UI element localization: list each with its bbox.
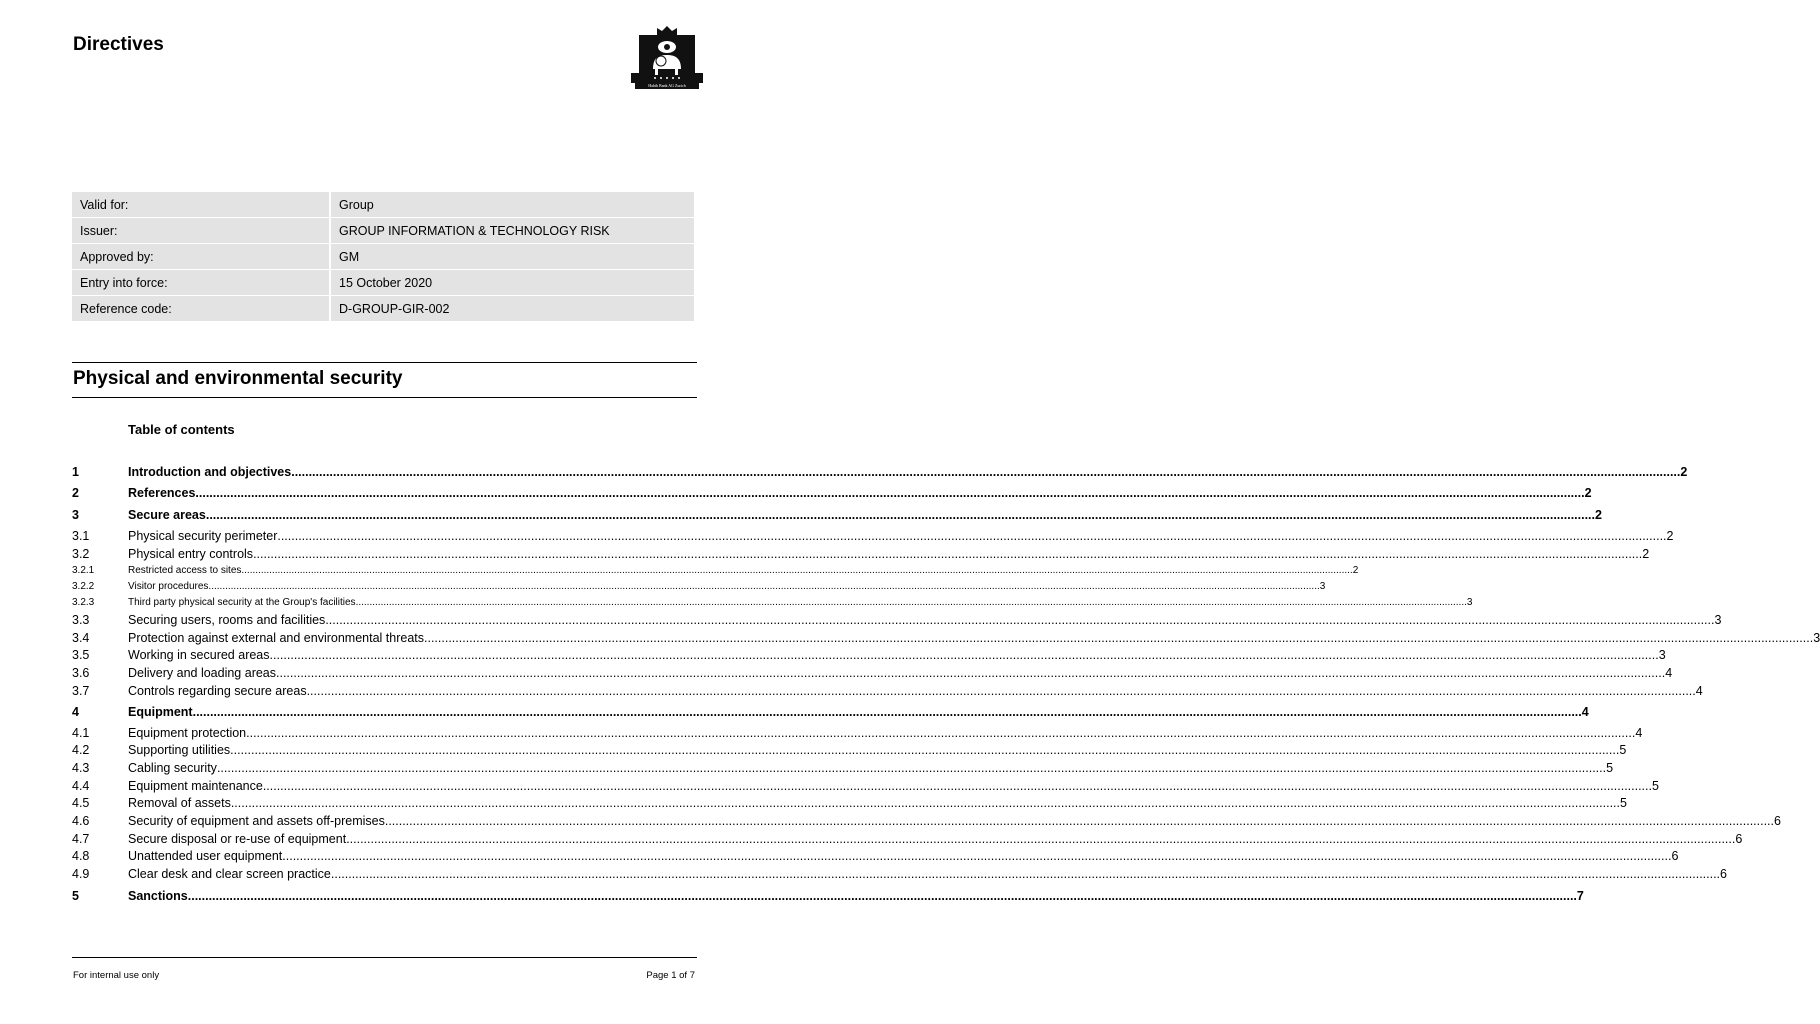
toc-dot-leader: ................................................................................................................................................................................................................................................................................................................................................................................................................ xyxy=(230,743,1620,757)
toc-entry-page: 2 xyxy=(1642,547,1650,561)
toc-entry[interactable] xyxy=(72,648,1666,662)
toc-dot-leader: ................................................................................................................................................................................................................................................................................................................................................................................................................ xyxy=(306,684,1696,698)
toc-entry-number: 3.5 xyxy=(72,648,90,662)
toc-entry-page: 2 xyxy=(1666,529,1674,543)
toc-heading: Table of contents xyxy=(128,422,235,437)
toc-entry-page: 3 xyxy=(1813,631,1820,645)
toc-dot-leader: ................................................................................................................................................................................................................................................................................................................................................................................................................ xyxy=(291,465,1681,479)
metadata-label: Issuer: xyxy=(72,218,330,244)
toc-dot-leader: ................................................................................................................................................................................................................................................................................................................................................................................................................ xyxy=(282,849,1672,863)
toc-entry[interactable] xyxy=(72,796,1627,810)
toc-entry-page: 3 xyxy=(1319,581,1326,592)
toc-entry-page: 2 xyxy=(1352,565,1359,576)
toc-entry[interactable] xyxy=(72,529,1674,543)
toc-entry[interactable] xyxy=(72,597,1473,608)
toc-entry-title: Visitor procedures xyxy=(128,581,209,592)
toc-entry-title: Sanctions xyxy=(128,889,188,903)
toc-entry[interactable] xyxy=(72,761,1614,775)
metadata-label: Approved by: xyxy=(72,244,330,270)
toc-entry[interactable] xyxy=(72,726,1643,740)
toc-entry[interactable] xyxy=(72,849,1679,863)
toc-entry-number: 4.8 xyxy=(72,849,90,863)
toc-entry-page: 4 xyxy=(1635,726,1643,740)
toc-entry-number: 4.4 xyxy=(72,779,90,793)
toc-entry-number: 5 xyxy=(72,889,79,903)
toc-entry[interactable] xyxy=(72,465,1688,479)
toc-entry-title: Protection against external and environmental threats xyxy=(128,631,425,645)
toc-entry-title: Removal of assets xyxy=(128,796,231,810)
toc-entry[interactable] xyxy=(72,705,1589,719)
toc-entry-number: 3.7 xyxy=(72,684,90,698)
toc-entry-title: Supporting utilities xyxy=(128,743,231,757)
toc-entry-number: 4.3 xyxy=(72,761,90,775)
metadata-row xyxy=(72,244,694,270)
toc-entry-number: 3.4 xyxy=(72,631,90,645)
toc-dot-leader: ................................................................................................................................................................................................................................................................................................................................................................................................................ xyxy=(192,705,1582,719)
toc-dot-leader: ................................................................................................................................................................................................................................................................................................................................................................................................................ xyxy=(276,666,1666,680)
toc-dot-leader: ................................................................................................................................................................................................................................................................................................................................................................................................................ xyxy=(187,889,1577,903)
metadata-label: Entry into force: xyxy=(72,270,330,296)
toc-entry-number: 3.2.1 xyxy=(72,565,95,576)
toc-entry-title: Physical entry controls xyxy=(128,547,254,561)
toc-entry-title: Unattended user equipment xyxy=(128,849,283,863)
toc-entry[interactable] xyxy=(72,779,1659,793)
toc-entry-page: 5 xyxy=(1651,779,1659,793)
toc-entry[interactable] xyxy=(72,814,1781,828)
svg-text:Habib Bank AG Zurich: Habib Bank AG Zurich xyxy=(648,83,686,88)
toc-entry-page: 6 xyxy=(1720,867,1727,881)
toc-entry-title: Third party physical security at the Group's facilities xyxy=(128,597,356,608)
toc-entry-page: 6 xyxy=(1671,849,1679,863)
bank-logo xyxy=(629,25,705,91)
section-top-rule xyxy=(72,362,697,363)
document-type-title: Directives xyxy=(73,34,164,55)
toc-entry-page: 4 xyxy=(1665,666,1673,680)
toc-entry-title: Security of equipment and assets off-premises xyxy=(128,814,385,828)
toc-entry-number: 3.2 xyxy=(72,547,90,561)
toc-dot-leader: ................................................................................................................................................................................................................................................................................................................................................................................................................ xyxy=(208,581,1320,592)
toc-entry-title: Securing users, rooms and facilities xyxy=(128,613,326,627)
toc-dot-leader: ................................................................................................................................................................................................................................................................................................................................................................................................................ xyxy=(216,761,1607,775)
toc-entry-title: Cabling security xyxy=(128,761,217,775)
toc-entry[interactable] xyxy=(72,666,1673,680)
toc-dot-leader: ................................................................................................................................................................................................................................................................................................................................................................................................................ xyxy=(246,726,1636,740)
toc-entry[interactable] xyxy=(72,565,1359,576)
toc-entry-title: Delivery and loading areas xyxy=(128,666,277,680)
toc-entry-page: 3 xyxy=(1714,613,1722,627)
toc-entry-number: 4.5 xyxy=(72,796,90,810)
toc-entry-page: 2 xyxy=(1595,508,1602,522)
toc-entry-title: Equipment xyxy=(128,705,193,719)
metadata-value: GM xyxy=(330,244,694,270)
toc-entry[interactable] xyxy=(72,889,1584,903)
toc-entry-number: 2 xyxy=(72,486,79,500)
toc-entry-page: 2 xyxy=(1680,465,1688,479)
toc-entry-page: 5 xyxy=(1620,796,1627,810)
toc-entry-number: 1 xyxy=(72,465,79,479)
document-title: Physical and environmental security xyxy=(73,368,403,389)
toc-entry-number: 3 xyxy=(72,508,79,522)
toc-entry-page: 4 xyxy=(1581,705,1589,719)
toc-entry-number: 4.6 xyxy=(72,814,90,828)
toc-entry-page: 2 xyxy=(1584,486,1592,500)
toc-entry-number: 3.3 xyxy=(72,613,90,627)
footer-page-number: Page 1 of 7 xyxy=(646,970,695,981)
toc-entry-page: 5 xyxy=(1619,743,1627,757)
toc-entry-page: 6 xyxy=(1774,814,1781,828)
toc-dot-leader: ................................................................................................................................................................................................................................................................................................................................................................................................................ xyxy=(262,779,1652,793)
toc-entry-number: 4.7 xyxy=(72,832,90,846)
document-metadata-table xyxy=(72,192,694,322)
toc-entry-title: Secure disposal or re-use of equipment xyxy=(128,832,347,846)
metadata-row xyxy=(72,296,694,322)
metadata-row xyxy=(72,270,694,296)
toc-dot-leader: ................................................................................................................................................................................................................................................................................................................................................................................................................ xyxy=(277,529,1667,543)
toc-dot-leader: ................................................................................................................................................................................................................................................................................................................................................................................................................ xyxy=(230,796,1620,810)
toc-entry[interactable] xyxy=(72,613,1722,627)
toc-entry[interactable] xyxy=(72,581,1326,592)
toc-entry-title: Working in secured areas xyxy=(128,648,270,662)
toc-entry-number: 3.6 xyxy=(72,666,90,680)
toc-entry-page: 6 xyxy=(1735,832,1743,846)
metadata-value: Group xyxy=(330,192,694,218)
toc-dot-leader: ................................................................................................................................................................................................................................................................................................................................................................................................................ xyxy=(424,631,1814,645)
toc-entry-title: References xyxy=(128,486,196,500)
toc-entry-title: Secure areas xyxy=(128,508,206,522)
toc-entry[interactable] xyxy=(72,547,1650,561)
toc-dot-leader: ................................................................................................................................................................................................................................................................................................................................................................................................................ xyxy=(325,613,1715,627)
metadata-value: 15 October 2020 xyxy=(330,270,694,296)
toc-entry-title: Equipment protection xyxy=(128,726,247,740)
toc-entry-title: Controls regarding secure areas xyxy=(128,684,307,698)
toc-dot-leader: ................................................................................................................................................................................................................................................................................................................................................................................................................ xyxy=(253,547,1643,561)
toc-dot-leader: ................................................................................................................................................................................................................................................................................................................................................................................................................ xyxy=(241,565,1353,576)
metadata-label: Reference code: xyxy=(72,296,330,322)
toc-entry-page: 7 xyxy=(1576,889,1584,903)
metadata-row xyxy=(72,218,694,244)
toc-dot-leader: ................................................................................................................................................................................................................................................................................................................................................................................................................ xyxy=(355,597,1467,608)
toc-dot-leader: ................................................................................................................................................................................................................................................................................................................................................................................................................ xyxy=(330,867,1721,881)
toc-entry-page: 3 xyxy=(1658,648,1666,662)
toc-entry-number: 4.1 xyxy=(72,726,90,740)
metadata-label: Valid for: xyxy=(72,192,330,218)
toc-entry-number: 4 xyxy=(72,705,79,719)
toc-entry-title: Introduction and objectives xyxy=(128,465,292,479)
toc-dot-leader: ................................................................................................................................................................................................................................................................................................................................................................................................................ xyxy=(269,648,1659,662)
metadata-row xyxy=(72,192,694,218)
metadata-value: GROUP INFORMATION & TECHNOLOGY RISK xyxy=(330,218,694,244)
toc-entry-number: 4.2 xyxy=(72,743,90,757)
toc-dot-leader: ................................................................................................................................................................................................................................................................................................................................................................................................................ xyxy=(384,814,1775,828)
toc-entry[interactable] xyxy=(72,867,1727,881)
toc-entry-number: 3.1 xyxy=(72,529,90,543)
toc-entry[interactable] xyxy=(72,743,1627,757)
toc-entry-title: Clear desk and clear screen practice xyxy=(128,867,331,881)
footer-classification: For internal use only xyxy=(73,970,160,981)
toc-entry[interactable] xyxy=(72,486,1592,500)
metadata-value: D-GROUP-GIR-002 xyxy=(330,296,694,322)
section-bottom-rule xyxy=(72,397,697,398)
toc-entry-title: Physical security perimeter xyxy=(128,529,278,543)
toc-entry[interactable] xyxy=(72,508,1602,522)
toc-entry-page: 4 xyxy=(1695,684,1703,698)
toc-dot-leader: ................................................................................................................................................................................................................................................................................................................................................................................................................ xyxy=(195,486,1585,500)
toc-entry-number: 3.2.3 xyxy=(72,597,95,608)
toc-dot-leader: ................................................................................................................................................................................................................................................................................................................................................................................................................ xyxy=(205,508,1596,522)
toc-entry-title: Equipment maintenance xyxy=(128,779,263,793)
footer-rule xyxy=(72,957,697,958)
toc-entry[interactable] xyxy=(72,631,1820,645)
toc-entry-number: 3.2.2 xyxy=(72,581,95,592)
toc-entry-number: 4.9 xyxy=(72,867,90,881)
toc-entry-page: 3 xyxy=(1466,597,1473,608)
toc-entry-title: Restricted access to sites xyxy=(128,565,242,576)
toc-dot-leader: ................................................................................................................................................................................................................................................................................................................................................................................................................ xyxy=(346,832,1736,846)
toc-entry[interactable] xyxy=(72,832,1743,846)
toc-entry[interactable] xyxy=(72,684,1703,698)
toc-entry-page: 5 xyxy=(1606,761,1614,775)
